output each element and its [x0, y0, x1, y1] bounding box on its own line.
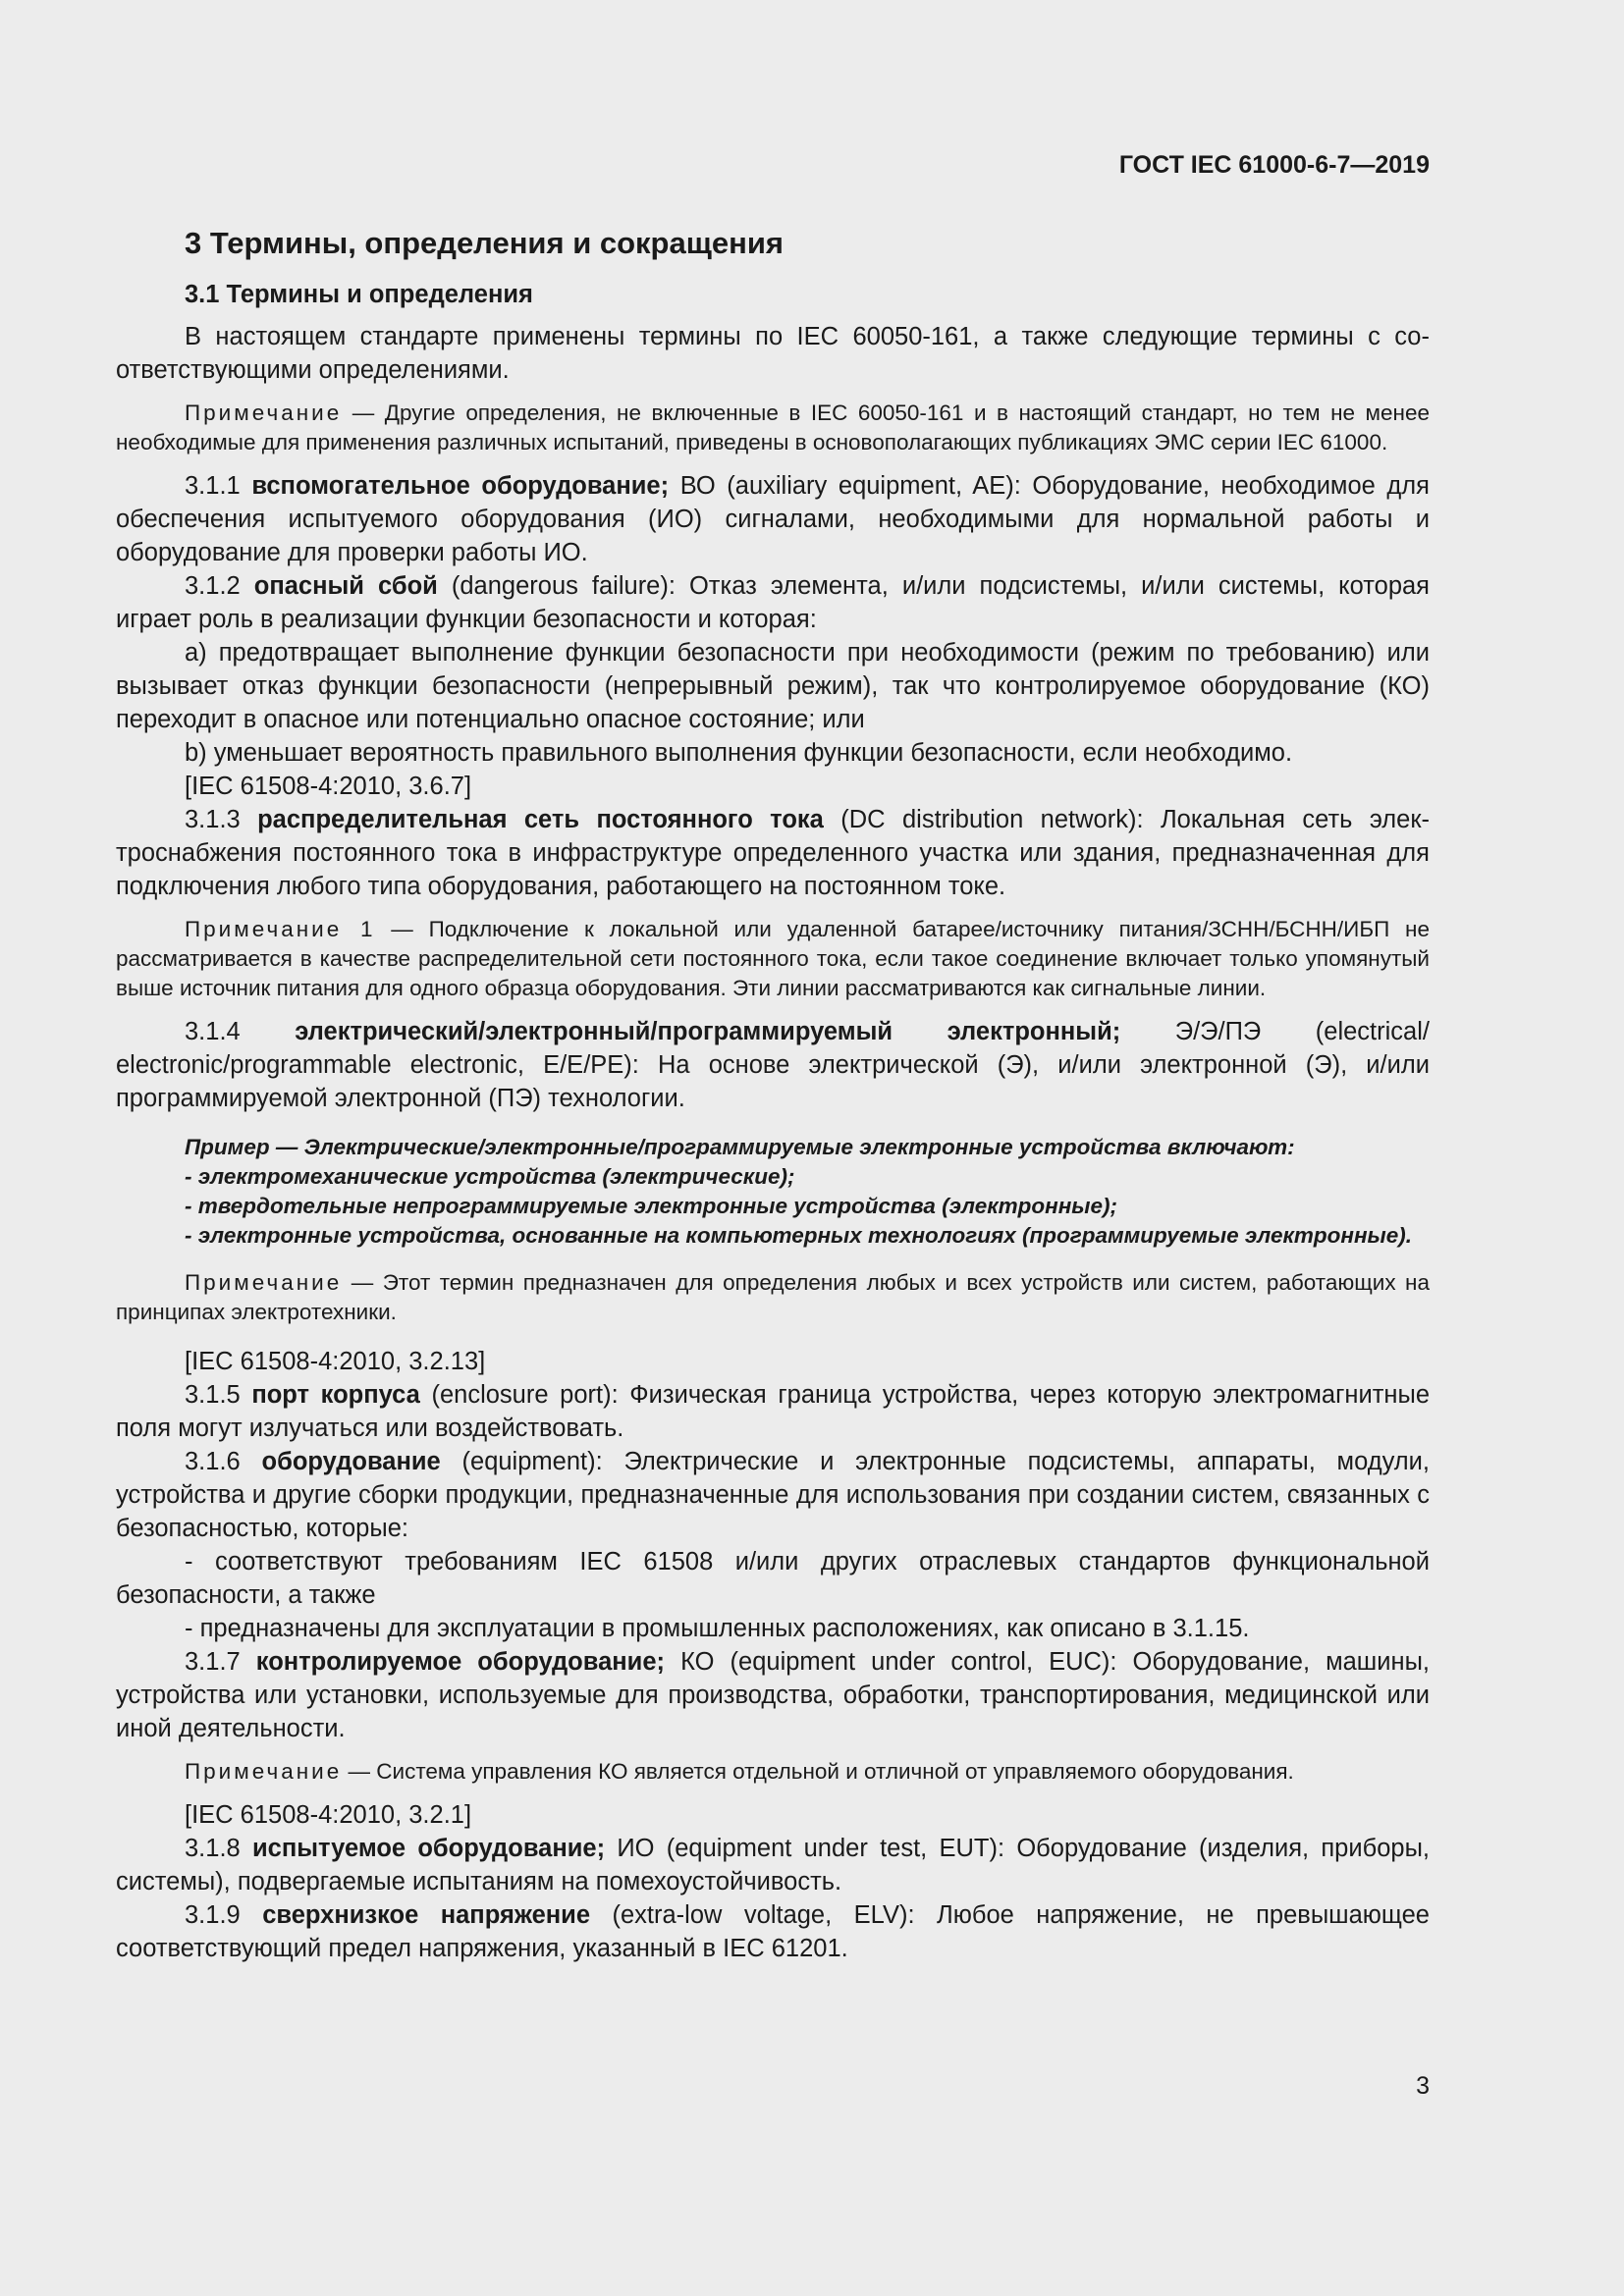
term-number: 3.1.3 — [185, 806, 258, 833]
term-name: испытуемое оборудование; — [251, 1835, 606, 1862]
example-line: - электронные устройства, основанные на компьютерных технологиях (программируемые электронные). — [185, 1223, 1413, 1248]
source-reference: [IEC 61508-4:2010, 3.2.13] — [185, 1348, 486, 1375]
term-name: сверхнизкое напряжение — [262, 1901, 591, 1929]
term-definition: (dangerous failure): Отказ элемента, и/или подсистемы, и/или системы, которая играет роль в реализации функции безопасности и которая: — [116, 572, 1430, 633]
term-number: 3.1.4 — [185, 1018, 296, 1045]
example-line: - электромеханические устройства (электрические); — [185, 1164, 795, 1189]
note-dash: — — [342, 400, 385, 425]
note-label: Примечание — [185, 1759, 343, 1784]
term-definition: (extra-low voltage, ELV): Любое напряжение, не превышающее соответствующий предел напряжения, указанный в IEC 61201. — [116, 1901, 1430, 1962]
term-3-1-8 — [116, 1832, 1430, 1898]
term-name: опасный сбой — [253, 572, 438, 600]
page-content — [116, 220, 1430, 1965]
note-paragraph — [116, 1268, 1430, 1327]
term-definition: (DC distribution network): Локальная сеть электроснабжения постоянного тока в инфраструктуре определенного участка или здания, предназначенная для подключения любого типа оборудования, работающего на постоянном токе. — [116, 806, 1430, 900]
note-text: Другие определения, не включенные в IEC 60050-161 и в настоящий стандарт, но тем не менее необходимые для применения различных испытаний, приведены в основополагающих публикациях ЭМС серии IEC 61000. — [116, 400, 1430, 454]
document-id: ГОСТ IEC 61000-6-7—2019 — [1118, 151, 1430, 179]
term-definition: ВО (auxiliary equipment, AE): Оборудование, необходимое для обеспечения испытуемого оборудования (ИО) сигналами, необходимыми для нормальной работы и оборудование для проверки работы ИО. — [116, 472, 1430, 566]
note-paragraph — [116, 915, 1430, 1003]
section-title: 3 Термины, определения и сокращения — [185, 226, 784, 260]
term-3-1-2 — [116, 569, 1430, 636]
term-number: 3.1.5 — [185, 1381, 252, 1409]
term-number: 3.1.6 — [185, 1448, 262, 1475]
source-reference: [IEC 61508-4:2010, 3.6.7] — [185, 773, 472, 800]
term-definition: Э/Э/ПЭ (electrical/ electronic/programmable electronic, E/E/PE): На основе электрической (Э), и/или электронной (Э), и/или программируемой электронной (ПЭ) технологии. — [116, 1018, 1430, 1112]
term-name: вспомогательное оборудование; — [251, 472, 670, 500]
term-definition: (enclosure port): Физическая граница устройства, через которую электромагнитные поля могут излучаться или воздействовать. — [116, 1381, 1430, 1442]
source-reference: [IEC 61508-4:2010, 3.2.1] — [185, 1801, 472, 1829]
note-label: Примечание — [185, 400, 343, 425]
term-number: 3.1.1 — [185, 472, 252, 500]
term-number: 3.1.2 — [185, 572, 254, 600]
term-definition: КО (equipment under control, EUC): Оборудование, машины, устройства или установки, используемые для производства, обработки, транспортирования, медицинской или иной деятельности. — [116, 1648, 1430, 1742]
term-name: оборудование — [261, 1448, 441, 1475]
note-dash: — — [375, 917, 429, 941]
note-paragraph — [116, 1757, 1430, 1787]
note-label: Примечание 1 — [185, 917, 376, 941]
note-paragraph — [116, 399, 1430, 457]
note-text: Система управления КО является отдельной и отличной от управляемого оборудования. — [376, 1759, 1294, 1784]
intro-paragraph: В настоящем стандарте применены термины по IEC 60050-161, а также следующие термины с соответствующими определениями. — [116, 323, 1430, 384]
list-item-a: a) предотвращает выполнение функции безопасности при необходимости (режим по требованию) или вызывает отказ функции безопасности (непрерывный режим), так что контролируемое оборудование (КО) переходит в опасное или потенциально опасное состояние; или — [116, 639, 1430, 733]
note-dash: — — [342, 1270, 383, 1295]
term-3-1-1 — [116, 469, 1430, 569]
term-3-1-4 — [116, 1015, 1430, 1115]
term-number: 3.1.9 — [185, 1901, 263, 1929]
list-item-b: b) уменьшает вероятность правильного выполнения функции безопасности, если необходимо. — [185, 739, 1293, 767]
note-text: Этот термин предназначен для определения любых и всех устройств или систем, работающих на принципах электротехники. — [116, 1270, 1430, 1324]
note-dash: — — [342, 1759, 377, 1784]
term-number: 3.1.8 — [185, 1835, 252, 1862]
term-3-1-5 — [116, 1378, 1430, 1445]
term-number: 3.1.7 — [185, 1648, 256, 1676]
subsection-title: 3.1 Термины и определения — [185, 281, 533, 308]
term-name: контролируемое оборудование; — [255, 1648, 666, 1676]
term-name: порт корпуса — [251, 1381, 420, 1409]
term-3-1-7 — [116, 1645, 1430, 1745]
term-name: электрический/электронный/программируемый электронный; — [295, 1018, 1121, 1045]
example-line: - твердотельные непрограммируемые электронные устройства (электронные); — [185, 1194, 1117, 1218]
page-number: 3 — [1416, 2072, 1430, 2100]
term-definition: ИО (equipment under test, EUT): Оборудование (изделия, приборы, системы), подвергаемые испытаниям на помехоустойчивость. — [116, 1835, 1430, 1896]
list-item: - предназначены для эксплуатации в промышленных расположениях, как описано в 3.1.15. — [185, 1615, 1250, 1642]
term-definition: (equipment): Электрические и электронные подсистемы, аппараты, модули, устройства и другие сборки продукции, предназначенные для использования при создании систем, связанных с безопасностью, которые: — [116, 1448, 1430, 1542]
note-text: Подключение к локальной или удаленной батарее/источнику питания/ЗСНН/БСНН/ИБП не рассматривается в качестве распределительной сети постоянного тока, если такое соединение включает только упомянутый выше источник питания для одного образца оборудования. Эти линии рассматриваются как сигнальные линии. — [116, 917, 1430, 1000]
term-3-1-3 — [116, 803, 1430, 903]
term-3-1-6 — [116, 1445, 1430, 1545]
term-3-1-9 — [116, 1898, 1430, 1965]
example-line: Пример — Электрические/электронные/программируемые электронные устройства включают: — [185, 1135, 1295, 1159]
list-item: - соответствуют требованиям IEC 61508 и/или других отраслевых стандартов функциональной безопасности, а также — [116, 1548, 1430, 1609]
term-name: распределительная сеть постоянного тока — [257, 806, 824, 833]
note-label: Примечание — [185, 1270, 343, 1295]
